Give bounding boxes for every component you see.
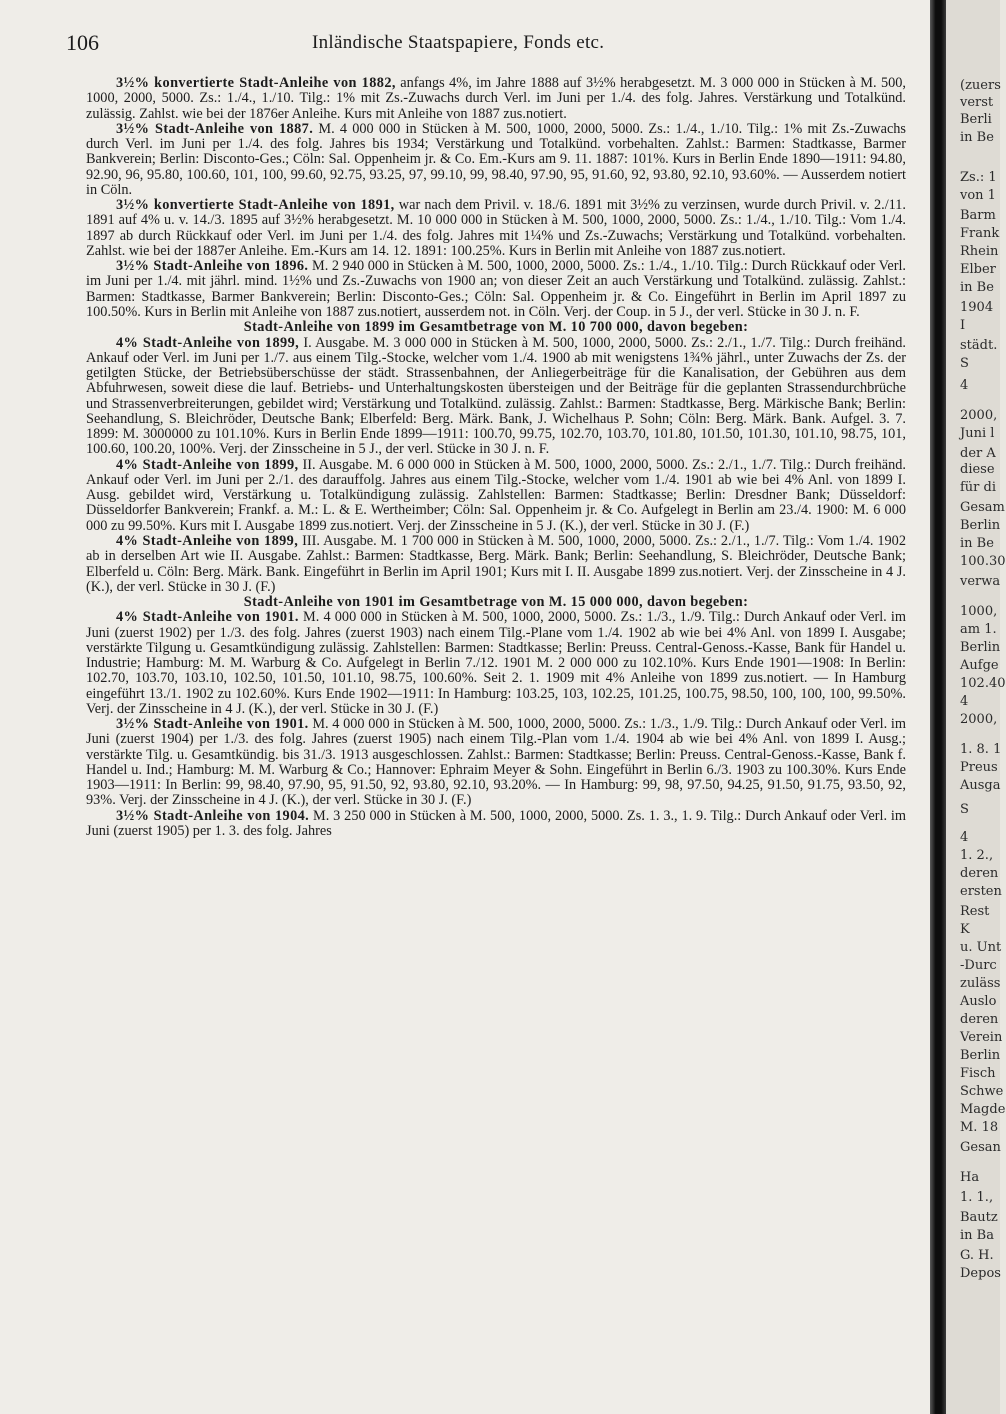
loan-entry [86, 76, 906, 122]
adjacent-page-fragment: verst [960, 95, 994, 110]
loan-entry [86, 259, 906, 320]
adjacent-page-fragment: Barm [960, 208, 996, 223]
loan-entry [86, 534, 906, 595]
adjacent-page-fragment: am 1. [960, 622, 997, 637]
adjacent-page-fragment: Zs.: 1 [960, 170, 997, 185]
adjacent-page-fragment: M. 18 [960, 1120, 999, 1135]
adjacent-page-fragment: 1. 2., [960, 848, 994, 863]
adjacent-page-fragment: in Be [960, 130, 994, 145]
loan-entry-body: war nach dem Privil. v. 18./6. 1891 mit 3½% zu verzinsen, wurde durch Privil. v. 2./11. 1891 auf 4% u. v. 14./3. 1895 auf 3½% herabgesetzt. M. 10 000 000 in Stücken à M. 500, 1000, 2000, 5000. Zs.: 1./4., 1./10. Tilg.: Vom 1./4. 1897 ab durch Rückkauf oder Verl. im Juni per 1./4. des folg. Jahres mit 1¼% und Zs.-Zuwachs; Verstärkung und Totalkünd. vorbehalten. Zahlst. wie bei der 1887er Anleihe. Em.-Kurs am 14. 12. 1891: 100.25%. Kurs in Berlin mit Anleihe von 1887 zus.notiert. [86, 197, 907, 259]
adjacent-page-fragment: 1904 [960, 300, 994, 315]
adjacent-page-fragment: Gesan [960, 1140, 1001, 1155]
section-heading [86, 595, 906, 610]
loan-entry [86, 458, 906, 534]
section-heading [86, 320, 906, 335]
adjacent-page-fragment: Gesam [960, 500, 1005, 515]
adjacent-page-fragment: Rest [960, 904, 990, 919]
loan-entry-title: 4% Stadt-Anleihe von 1901. [116, 609, 299, 626]
adjacent-page-fragment: Berlin [960, 1048, 1001, 1063]
loan-entry [86, 717, 906, 809]
running-head: Inländische Staatspapiere, Fonds etc. [312, 32, 605, 53]
adjacent-page-fragment: Schwe [960, 1084, 1004, 1099]
adjacent-page-fragment: 2000, [960, 408, 998, 423]
loan-entry-body: M. 2 940 000 in Stücken à M. 500, 1000, 2000, 5000. Zs.: 1./4., 1./10. Tilg.: Durch Rückkauf oder Verl. im Juni per 1./4. mit jährl. mind. 1½% und Zs.-Zuwachs von 1900 an; von dieser Zeit an auch Verstärkung und Totalkünd. zulässig. Zahlst.: Barmen: Stadtkasse, Barmer Bankverein; Berlin: Disconto-Ges.; Cöln: Sal. Oppenheim jr. & Co. Eingeführt in Berlin im April 1897 zu 100.50%. Kurs in Berlin mit Anleihe von 1887 zus.notiert, ausserdem not. in Cöln. Verj. der Coup. in 5 J., der verl. Stücke in 30 J. n. F. [86, 258, 906, 320]
loan-entry-body: III. Ausgabe. M. 1 700 000 in Stücken à M. 500, 1000, 2000, 5000. Zs.: 2./1., 1./7. Tilg.: Vom 1./4. 1902 ab in derselben Art wie II. Ausgabe. Zahlst.: Barmen: Stadtkasse, Berg. Märk. Bank; Berlin: Seehandlung, S. Bleichröder, Deutsche Bank; Elberfeld u. Cöln: Berg. Märk. Bank. Eingeführt in Berlin im April 1901; Kurs mit I. II. Ausgabe 1899 zus.notiert. Verj. der Zinsscheine in 4 J. (K.), der verl. Stücke in 30 J. (F.) [86, 532, 906, 595]
loan-entry-title: 3½% Stadt-Anleihe von 1901. [116, 716, 309, 733]
loan-entry [86, 809, 906, 840]
adjacent-page-fragment: Bautz [960, 1210, 998, 1225]
adjacent-page-fragment: Depos [960, 1266, 1001, 1281]
adjacent-page-fragment: -Durc [960, 958, 997, 973]
adjacent-page-fragment: K [960, 922, 970, 937]
adjacent-page-fragment: deren [960, 866, 999, 881]
adjacent-page-fragment: 1. 8. 1 [960, 742, 1002, 757]
adjacent-page-fragment: Ha [960, 1170, 980, 1185]
book-gutter [930, 0, 946, 1414]
loan-entry-title: 3½% Stadt-Anleihe von 1896. [116, 258, 309, 275]
page-number: 106 [66, 30, 99, 55]
adjacent-page-fragment: 4 [960, 378, 969, 393]
adjacent-page-fragment: (zuers [960, 78, 1001, 93]
adjacent-page-fragment: 1000, [960, 604, 998, 619]
adjacent-page-fragment: Berlin [960, 518, 1001, 533]
adjacent-page-fragment: Preus [960, 760, 998, 775]
loan-entry-title: 3½% konvertierte Stadt-Anleihe von 1882, [116, 75, 396, 91]
loan-entry-title: 4% Stadt-Anleihe von 1899, [116, 334, 300, 351]
adjacent-page-fragment: S [960, 802, 969, 817]
loan-entry [86, 198, 906, 259]
adjacent-page-fragment: Rhein [960, 244, 999, 259]
adjacent-page-fragment: Aufge [960, 658, 999, 673]
adjacent-page-fragment: Frank [960, 226, 1000, 241]
adjacent-page-fragment: städt. [960, 338, 998, 353]
adjacent-page-fragment: Magde [960, 1102, 1006, 1117]
adjacent-page-fragment: der A [960, 446, 996, 461]
loan-entry-title: 3½% Stadt-Anleihe von 1904. [116, 807, 310, 824]
loan-entry-title: 3½% Stadt-Anleihe von 1887. [116, 120, 314, 137]
adjacent-page-fragment: I [960, 318, 966, 333]
adjacent-page-fragment: S [960, 356, 969, 371]
adjacent-page-fragment: u. Unt [960, 940, 1002, 955]
body-text [86, 76, 906, 839]
adjacent-page-fragment: Fisch [960, 1066, 996, 1081]
loan-entry [86, 336, 906, 458]
loan-entry-title: 4% Stadt-Anleihe von 1899, [116, 532, 299, 549]
adjacent-page-fragment: Elber [960, 262, 996, 277]
loan-entry-body: II. Ausgabe. M. 6 000 000 in Stücken à M. 500, 1000, 2000, 5000. Zs.: 2./1., 1./7. Tilg.: Durch freihänd. Ankauf oder Verl. im Juni per 2./1. des darauffolg. Jahres aus einem Tilg.-Stocke, welcher vom 1./4. 1901 ab wie bei 4% Anl. von 1899 I. Ausg. gebildet wird, Verstärkung u. Totalkündigung zulässig. Zahlstellen: Barmen: Stadtkasse; Berlin: Dresdner Bank; Düsseldorf: Düsseldorfer Bankverein; Frankf. a. M.: L. & E. Wertheimber; Cöln: Sal. Oppenheim jr. & Co. Aufgelegt in Berlin am 23./4. 1900: M. 6 000 000 zu 99.50%. Kurs mit I. Ausgabe 1899 zus.notiert. Verj. der Zinsscheine in 5 J. (K.), der verl. Stücke in 30 J. (F.) [86, 456, 906, 534]
adjacent-page-fragment: 102.40 [960, 676, 1006, 691]
adjacent-page-fragment: für di [960, 480, 997, 495]
loan-entry-body: M. 4 000 000 in Stücken à M. 500, 1000, 2000, 5000. Zs.: 1./3., 1./9. Tilg.: Durch Ankauf oder Verl. im Juni (zuerst 1904) per 1./3. des folg. Jahres (zuerst 1905) nach einem Tilg.-Plan vom 1./4. 1904 ab wie bei 4% Anl. von 1899 I. Ausg.; verstärkte Tilg. u. Gesamtkündig. bis 31./3. 1913 ausgeschlossen. Zahlst.: Barmen: Stadtkasse; Berlin: Preuss. Central-Genoss.-Kasse, Bank f. Handel u. Ind.; Hamburg: M. M. Warburg & Co.; Hannover: Ephraim Meyer & Sohn. Eingeführt in Berlin 6./3. 1903 zu 100.30%. Kurs Ende 1903—1911: In Berlin: 99, 98.40, 97.90, 95, 91.50, 92, 93.80, 92.10, 93.20%. — In Hamburg: 99, 98, 97.50, 94.25, 91.50, 91.75, 93.50, 92, 93%. Verj. der Zinsscheine in 4 J. (K.), der verl. Stücke in 30 J. (F.) [86, 716, 906, 809]
loan-entry-body: M. 3 250 000 in Stücken à M. 500, 1000, 2000, 5000. Zs. 1. 3., 1. 9. Tilg.: Durch Ankauf oder Verl. im Juni (zuerst 1905) per 1. 3. des folg. Jahres [86, 807, 906, 840]
adjacent-page-fragment: diese [960, 462, 995, 477]
adjacent-page-fragment: Berli [960, 112, 992, 127]
loan-entry-body: M. 4 000 000 in Stücken à M. 500, 1000, 2000, 5000. Zs.: 1./3., 1./9. Tilg.: Durch Ankauf oder Verl. im Juni (zuerst 1902) per 1./3. des folg. Jahres (zuerst 1903) nach einem Tilg.-Plane vom 1./4. 1902 ab wie bei 4% Anl. von 1899 I. Ausgabe; verstärkte Tilgung u. Gesamtkündigung zulässig. Zahlstellen: Barmen: Stadtkasse; Berlin: Preuss. Central-Genoss.-Kasse, Bank für Handel u. Industrie; Hamburg: M. M. Warburg & Co. Aufgelegt in Berlin 7./12. 1901 M. 2 000 000 zu 102.10%. Kurs Ende 1901—1908: In Berlin: 102.70, 103.70, 103.10, 102.50, 101.50, 101.10, 98.75, 100.60%. Seit 2. 1. 1909 mit 4% Anleihe von 1899 zus.notiert. — In Hamburg eingeführt 13./1. 1902 zu 102.60%. Kurs Ende 1902—1911: In Hamburg: 103.25, 103, 102.25, 101.25, 100.75, 98.50, 100, 100, 100, 99.50%. Verj. der Zinsscheine in 4 J. (K.), der verl. Stücke in 30 J. (F.) [86, 609, 906, 717]
section-heading-text: Stadt-Anleihe von 1901 im Gesamtbetrage von M. 15 000 000, davon begeben: [243, 594, 749, 611]
adjacent-page-fragment: 2000, [960, 712, 998, 727]
loan-entry-title: 4% Stadt-Anleihe von 1899, [116, 456, 299, 473]
adjacent-page-fragment: Berlin [960, 640, 1001, 655]
adjacent-page-fragment: Verein [960, 1030, 1003, 1045]
adjacent-page-fragment: Ausga [960, 778, 1001, 793]
section-heading-text: Stadt-Anleihe von 1899 im Gesamtbetrage von M. 10 700 000, davon begeben: [243, 319, 749, 336]
adjacent-page-fragment: zuläss [960, 976, 1001, 991]
adjacent-page-fragment: 4 [960, 830, 969, 845]
adjacent-page-fragment: in Ba [960, 1228, 994, 1243]
adjacent-page-fragment: von 1 [960, 188, 996, 203]
adjacent-page-fragment: deren [960, 1012, 999, 1027]
adjacent-page-fragment: ersten [960, 884, 1002, 899]
adjacent-page-fragment: 4 [960, 694, 969, 709]
adjacent-page-fragment: Auslo [960, 994, 997, 1009]
loan-entry-title: 3½% konvertierte Stadt-Anleihe von 1891, [116, 197, 395, 214]
adjacent-page-fragment: verwa [960, 574, 1001, 589]
loan-entry-body: M. 4 000 000 in Stücken à M. 500, 1000, 2000, 5000. Zs.: 1./4., 1./10. Tilg.: 1% mit Zs.-Zuwachs durch Verl. im Juni per 1./4. des folg. Jahres bis 1934; Verstärkung und Totalkünd. vorbehalten. Zahlst.: Barmen: Stadtkasse, Barmer Bankverein; Berlin: Disconto-Ges.; Cöln: Sal. Oppenheim jr. & Co. Em.-Kurs am 9. 11. 1887: 101%. Kurs in Berlin Ende 1890—1911: 94.80, 92.90, 96, 95.80, 100.60, 101, 100, 99.60, 92.75, 93.25, 97, 99.10, 99, 98.40, 97.90, 95, 91.60, 92, 93.80, 92.10, 93.60%. — Ausserdem notiert in Cöln. [86, 120, 906, 198]
adjacent-page-fragment: in Be [960, 536, 994, 551]
adjacent-page-fragment: G. H. [960, 1248, 994, 1263]
loan-entry-body: I. Ausgabe. M. 3 000 000 in Stücken à M. 500, 1000, 2000, 5000. Zs.: 2./1., 1./7. Tilg.: Durch freihänd. Ankauf oder Verl. im Juni per 1./7. aus einem Tilg.-Stocke, welcher vom 1./4. 1900 ab mit wenigstens 1¾% jährl., unter Zuwachs der Zs. der getilgten Stücke, der Betriebsüberschüsse der städt. Strassenbahnen, der Anliegerbeiträge für die Kanalisation, der Gebühren aus dem Abfuhrwesen, soweit diese die lauf. Betriebs- und Unterhaltungskosten übersteigen und der Beiträge für die geplanten Strassendurchbrüche und Strassenverbreiterungen, gebildet wird; Verstärkung und Totalkünd. zulässig. Zahlst.: Barmen: Stadtkasse, Berg. Märkische Bank; Berlin: Seehandlung, S. Bleichröder, Deutsche Bank; Elberfeld: Berg. Märk. Bank, J. Wichelhaus P. Sohn; Cöln: Berg. Märk. Bank. Aufgel. 3. 7. 1899: M. 3000000 zu 101.10%. Kurs in Berlin Ende 1899—1911: 100.70, 99.75, 102.70, 103.70, 101.80, 101.50, 101.30, 101.10, 98.75, 101, 100.60, 100.20, 100%. Verj. der Zinsscheine in 5 J., der verl. Stücke in 30 J. n. F. [86, 334, 906, 458]
loan-entry [86, 122, 906, 198]
loan-entry-body: anfangs 4%, im Jahre 1888 auf 3½% herabgesetzt. M. 3 000 000 in Stücken à M. 500, 1000, 2000, 5000. Zs.: 1./4., 1./10. Tilg.: 1% mit Zs.-Zuwachs durch Verl. im Juni per 1./4. des folg. Jahres. Verstärkung und Totalkünd. zulässig. Zahlst. wie bei der 1876er Anleihe. Kurs mit Anleihe von 1887 zus.notiert. [86, 75, 907, 122]
loan-entry [86, 610, 906, 717]
adjacent-page-fragment: 1. 1., [960, 1190, 994, 1205]
adjacent-page-fragment: 100.30 [960, 554, 1006, 569]
adjacent-page-fragment: Juni l [960, 426, 995, 441]
adjacent-page-edge [946, 0, 1006, 1414]
adjacent-page-fragment: in Be [960, 280, 994, 295]
